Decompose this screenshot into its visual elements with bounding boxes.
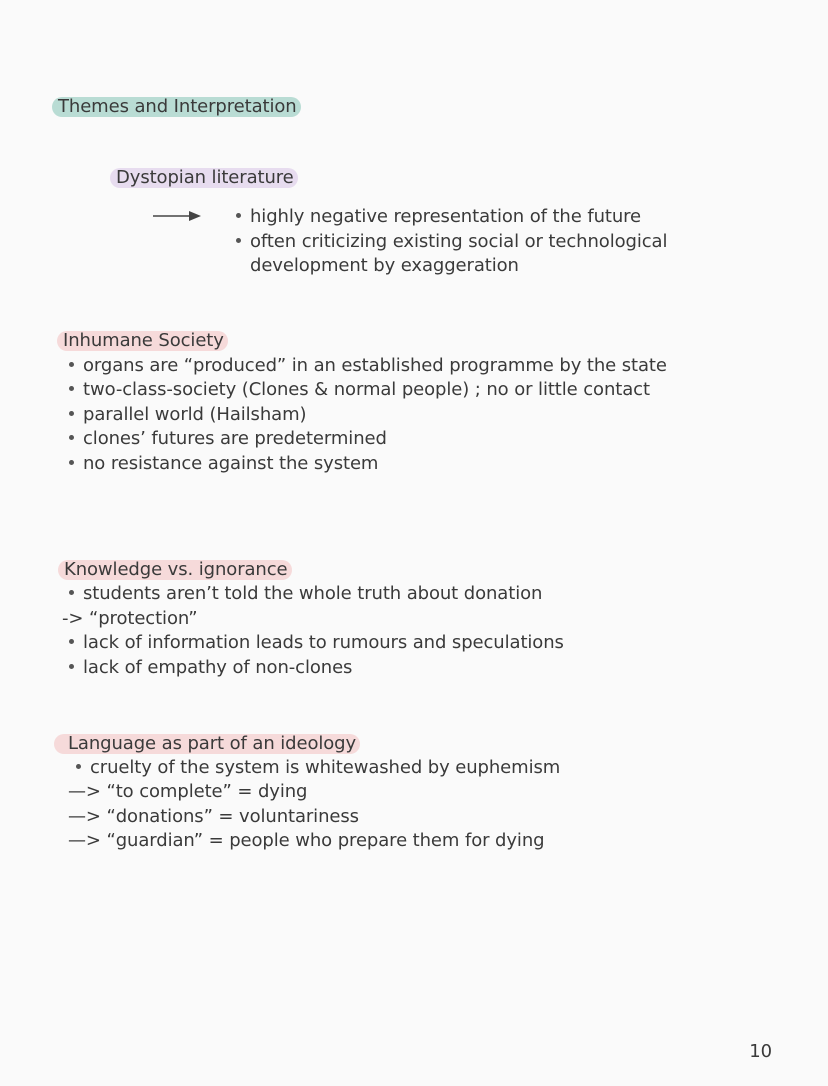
language-line-3: —> “donations” = voluntariness — [68, 806, 359, 827]
knowledge-line-4: lack of empathy of non-clones — [83, 657, 353, 678]
bullet-icon — [69, 590, 74, 595]
inhumane-bullet-1: organs are “produced” in an established programme by the state — [83, 355, 667, 376]
list-item — [69, 427, 387, 451]
language-line-4: —> “guardian” = people who prepare them for dying — [68, 830, 545, 851]
list-item — [69, 354, 667, 378]
inhumane-bullet-5: no resistance against the system — [83, 453, 379, 474]
inhumane-heading — [57, 329, 228, 353]
bullet-icon — [236, 238, 241, 243]
dystopian-bullet-2-cont: development by exaggeration — [250, 255, 519, 276]
knowledge-line-1: students aren’t told the whole truth about donation — [83, 583, 543, 604]
knowledge-heading-text: Knowledge vs. ignorance — [58, 560, 292, 580]
inhumane-heading-text: Inhumane Society — [57, 331, 228, 351]
language-line-2: —> “to complete” = dying — [68, 781, 308, 802]
dystopian-bullet-2: often criticizing existing social or technological — [250, 231, 668, 252]
list-item — [69, 378, 650, 402]
list-item — [69, 582, 542, 606]
knowledge-line-2: -> “protection” — [62, 608, 198, 629]
list-item — [69, 452, 378, 476]
list-item — [69, 656, 352, 680]
list-item — [68, 780, 307, 804]
knowledge-heading — [58, 558, 292, 582]
language-heading — [54, 732, 360, 756]
list-item — [69, 403, 306, 427]
bullet-icon — [236, 213, 241, 218]
bullet-icon — [69, 411, 74, 416]
bullet-icon — [69, 435, 74, 440]
list-item — [68, 829, 544, 853]
bullet-icon — [69, 460, 74, 465]
list-item — [69, 631, 564, 655]
list-item — [62, 607, 197, 631]
themes-heading — [52, 95, 301, 119]
right-arrow-icon — [153, 210, 201, 222]
dystopian-bullet-1: highly negative representation of the future — [250, 206, 642, 227]
knowledge-line-3: lack of information leads to rumours and speculations — [83, 632, 564, 653]
list-item — [76, 756, 560, 780]
inhumane-bullet-3: parallel world (Hailsham) — [83, 404, 307, 425]
list-item — [236, 205, 641, 229]
language-heading-text: Language as part of an ideology — [54, 734, 360, 754]
bullet-icon — [69, 639, 74, 644]
list-item-continuation — [250, 254, 519, 278]
language-line-1: cruelty of the system is whitewashed by euphemism — [90, 757, 561, 778]
dystopian-heading — [110, 166, 298, 190]
page-number: 10 — [749, 1041, 772, 1062]
bullet-icon — [69, 664, 74, 669]
bullet-icon — [76, 764, 81, 769]
bullet-icon — [69, 362, 74, 367]
list-item — [68, 805, 359, 829]
dystopian-heading-text: Dystopian literature — [110, 168, 298, 188]
themes-heading-text: Themes and Interpretation — [52, 97, 301, 117]
inhumane-bullet-2: two-class-society (Clones & normal people) ; no or little contact — [83, 379, 650, 400]
bullet-icon — [69, 386, 74, 391]
list-item — [236, 230, 667, 254]
inhumane-bullet-4: clones’ futures are predetermined — [83, 428, 387, 449]
